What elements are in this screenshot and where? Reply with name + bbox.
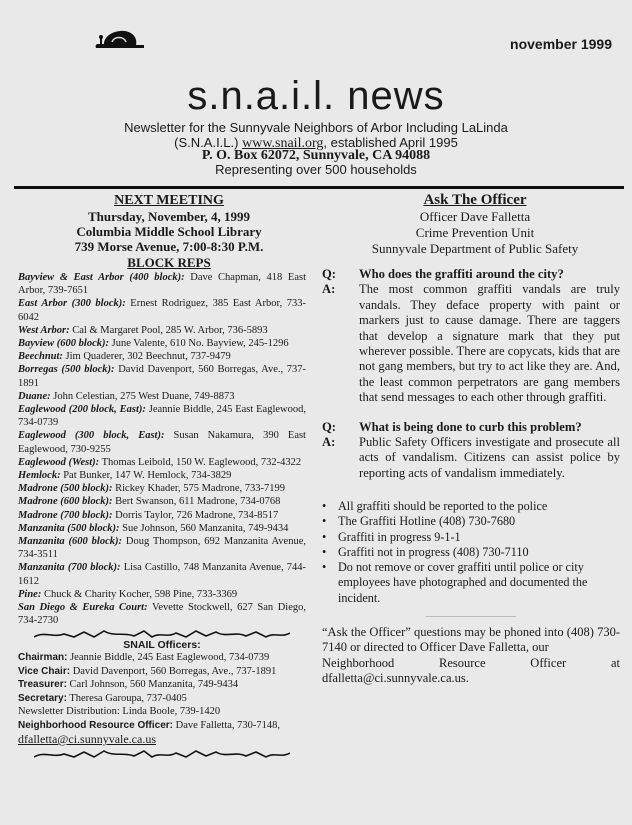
meeting-address-time: 739 Morse Avenue, 7:00-8:30 P.M.: [74, 239, 264, 254]
list-item: West Arbor: Cal & Margaret Pool, 285 W. Arbor, 736-5893: [18, 324, 268, 336]
list-item: Secretary: Theresa Garoupa, 737-0405: [18, 692, 187, 704]
list-item: Treasurer: Carl Johnson, 560 Manzanita, 749-9434: [18, 679, 239, 691]
abbr-prefix: (S.N.A.I.L.): [174, 135, 239, 150]
question-2: [322, 420, 620, 435]
list-item: Vice Chair: David Davenport, 560 Borregas, Ave., 737-1891: [18, 665, 277, 677]
q-label: Q:: [322, 419, 336, 434]
question-1: [322, 267, 620, 282]
list-item: Bayview & East Arbor (400 block): Dave Chapman, 418 East Arbor, 739-7651: [18, 272, 306, 297]
list-item: Madrone (700 block): Dorris Taylor, 726 Madrone, 734-8517: [18, 509, 279, 521]
snail-divider-icon: [34, 749, 290, 759]
list-item: Eaglewood (200 block, East): Jeannie Biddle, 245 East Eaglewood, 734-0739: [18, 404, 306, 429]
phone-note-justified-line: Neighborhood Resource Officer at: [322, 655, 620, 670]
list-item: East Arbor (300 block): Ernest Rodriguez, 385 East Arbor, 733-6042: [18, 298, 306, 323]
list-item: San Diego & Eureka Court: Vevette Stockwell, 627 San Diego, 734-2730: [18, 602, 306, 627]
answer-text: Public Safety Officers investigate and prosecute all acts of vandalism. Citizens can assist police by reporting acts of vandalism immediately.: [359, 435, 620, 480]
list-item: • All graffiti should be reported to the police: [322, 499, 548, 514]
snail-logo-icon: [92, 28, 148, 50]
block-reps-title: BLOCK REPS: [127, 255, 211, 270]
bullet-icon: •: [322, 529, 327, 544]
officer-name: Officer Dave Falletta: [419, 209, 531, 224]
tagline: Newsletter for the Sunnyvale Neighbors of Arbor Including LaLinda: [124, 120, 508, 135]
list-item: Chairman: Jeannie Biddle, 245 East Eaglewood, 734-0739: [18, 652, 270, 664]
header-divider: [14, 186, 624, 189]
q-label: Q:: [322, 267, 336, 281]
question-text: Who does the graffiti around the city?: [359, 267, 564, 281]
next-meeting-title: NEXT MEETING: [114, 193, 224, 208]
issue-date: november 1999: [510, 36, 612, 52]
bullet-icon: •: [322, 499, 327, 514]
list-item: Eaglewood (West): Thomas Leibold, 150 W. Eaglewood, 732-4322: [18, 456, 302, 468]
officers-list: [18, 651, 306, 746]
list-item: Manzanita (600 block): Doug Thompson, 692 Manzanita Avenue, 734-3511: [18, 536, 307, 561]
snail-divider-icon: [34, 629, 290, 639]
graffiti-tips-list: [322, 499, 620, 605]
list-item: Madrone (500 block): Rickey Khader, 575 Madrone, 733-7199: [18, 483, 285, 495]
mailing-address: P. O. Box 62072, Sunnyvale, CA 94088: [201, 148, 431, 163]
list-item: Newsletter Distribution: Linda Boole, 739-1420: [18, 706, 221, 718]
established: , established April 1995: [323, 135, 458, 150]
section-divider: [426, 616, 516, 617]
list-item: Manzanita (700 block): Lisa Castillo, 748 Manzanita Avenue, 744-1612: [18, 562, 306, 587]
list-item: Borregas (500 block): David Davenport, 560 Borregas, Ave., 737-1891: [18, 364, 307, 389]
list-item: Pine: Chuck & Charity Kocher, 598 Pine, 733-3369: [18, 588, 238, 600]
meeting-date: Thursday, November, 4, 1999: [87, 209, 251, 224]
a-label: A:: [322, 282, 336, 297]
a-label: A:: [322, 435, 336, 450]
left-column: [18, 192, 306, 759]
officer-email-link[interactable]: dfalletta@ci.sunnyvale.ca.us: [18, 731, 156, 746]
list-item: • Do not remove or cover graffiti until police or city employees have photographed and documented the incident.: [322, 560, 588, 605]
answer-2: [322, 435, 620, 481]
list-item: Beechnut: Jim Quaderer, 302 Beechnut, 737-9479: [18, 351, 231, 363]
households-line: Representing over 500 households: [215, 162, 417, 177]
list-item: • Graffiti not in progress (408) 730-7110: [322, 544, 529, 559]
officer-dept: Sunnyvale Department of Public Safety: [371, 241, 579, 256]
tagline-block: [0, 120, 632, 151]
officers-title: SNAIL Officers:: [123, 639, 201, 652]
list-item: Madrone (600 block): Bert Swanson, 611 Madrone, 734-0768: [18, 496, 281, 508]
question-text: What is being done to curb this problem?: [359, 419, 582, 434]
list-item: • Graffiti in progress 9-1-1: [322, 529, 461, 544]
bullet-icon: •: [322, 560, 327, 575]
bullet-icon: •: [322, 544, 327, 559]
newsletter-title: s.n.a.i.l. news: [187, 74, 445, 118]
list-item: • The Graffiti Hotline (408) 730-7680: [322, 514, 516, 529]
ask-officer-title: Ask The Officer: [423, 192, 527, 208]
list-item: Duane: John Celestian, 275 West Duane, 749-8873: [18, 390, 235, 402]
bullet-icon: •: [322, 514, 327, 529]
list-item: Eaglewood (300 block, East): Susan Nakamura, 390 East Eaglewood, 730-9255: [18, 430, 306, 455]
phone-note-email[interactable]: dfalletta@ci.sunnyvale.ca.us.: [322, 671, 469, 686]
phone-note: [322, 625, 620, 687]
answer-1: [322, 282, 620, 405]
list-item: Manzanita (500 block): Sue Johnson, 560 Manzanita, 749-9434: [18, 522, 289, 534]
officer-unit: Crime Prevention Unit: [415, 225, 535, 240]
answer-text: The most common graffiti vandals are truly vandals. They deface property with paint or markers just to cause damage. There are taggers that develop a signature mark that they put wherever possible. There are copycats, kids that are not gang members, but try to act like they are. And, the least common perpetrators are gang members that send messages to each other through graffiti.: [359, 282, 620, 405]
block-reps-list: [18, 271, 306, 627]
list-item: Hemlock: Pat Bunker, 147 W. Hemlock, 734-3829: [18, 470, 232, 482]
meeting-place: Columbia Middle School Library: [76, 224, 262, 239]
list-item: Neighborhood Resource Officer: Dave Falletta, 730-7148,: [18, 719, 281, 731]
list-item: Bayview (600 block): June Valente, 610 No. Bayview, 245-1296: [18, 338, 289, 350]
website-link[interactable]: www.snail.org: [242, 136, 324, 151]
phone-note-text: “Ask the Officer” questions may be phoned into (408) 730-7140 or directed to Officer Dave Falletta, our: [322, 624, 620, 655]
right-column: [322, 192, 620, 687]
